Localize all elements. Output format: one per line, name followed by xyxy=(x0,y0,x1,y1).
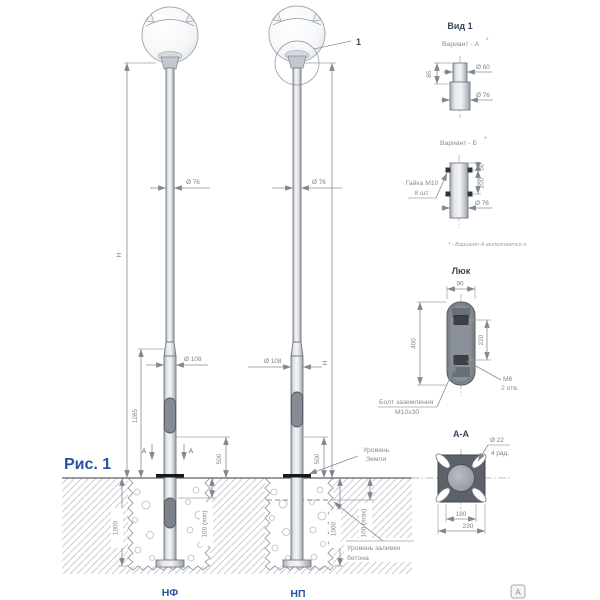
stud xyxy=(446,192,451,197)
section-marker-a-right: А xyxy=(188,448,194,455)
ground-bolt-label-line1: Болт заземления xyxy=(379,399,434,406)
ground-bolt-label-line2: М10х30 xyxy=(395,409,420,416)
watermark-letter: А xyxy=(515,588,521,597)
spigot-bottom-cylinder xyxy=(450,82,470,110)
stud xyxy=(446,168,451,173)
dim-label-180: 180 xyxy=(455,511,467,518)
dim-label-200: 200 xyxy=(478,177,486,189)
dim-label-230: 230 xyxy=(462,523,474,530)
section-aa-title: А-А xyxy=(453,429,469,439)
dim-label-d22: Ø 22 xyxy=(490,437,504,444)
m6-label-line2: 2 отв. xyxy=(501,385,519,392)
panel-hatch-detail xyxy=(378,266,519,416)
panel-section-aa xyxy=(411,429,512,534)
dim-label-d76-left: Ø 76 xyxy=(186,179,200,186)
hatch-title: Люк xyxy=(451,266,471,276)
buried-cable-hatch xyxy=(165,498,176,528)
dim-label-d108-left: Ø 108 xyxy=(184,356,202,363)
pole-lower-shaft xyxy=(291,356,303,560)
access-hatch-cover xyxy=(292,392,303,427)
variant-b-asterisk: * xyxy=(484,136,487,143)
hatch-bolt-boss-top xyxy=(454,316,468,325)
variant-a-asterisk: * xyxy=(486,37,489,44)
panel-view1 xyxy=(406,21,528,248)
dim-label-50: 50 xyxy=(478,163,486,171)
stud xyxy=(468,168,473,173)
callout-number: 1 xyxy=(356,37,362,47)
hatch-cover-shading xyxy=(452,367,470,377)
nut-label-line2: 8 шт. xyxy=(414,190,430,197)
pole-type-np-label: НП xyxy=(290,588,306,600)
figure-caption: Рис. 1 xyxy=(64,456,112,473)
concrete-level-label-1: Уровень заливки xyxy=(347,545,401,552)
dim-label-d76-variant-b: Ø 76 xyxy=(475,200,489,207)
dim-label-400: 400 xyxy=(410,338,418,349)
nut-label-line1: Гайка М10 xyxy=(405,180,439,187)
dim-label-100-max: 100 (max) xyxy=(360,508,368,538)
dim-label-h-left: Н xyxy=(116,252,123,258)
section-cut-bar xyxy=(156,474,184,478)
dim-label-90: 90 xyxy=(456,280,464,288)
dim-label-85: 85 xyxy=(426,70,433,78)
access-hatch-cover xyxy=(165,398,176,433)
pole-base-plate xyxy=(156,560,184,567)
dim-label-d108-right: Ø 108 xyxy=(264,358,282,365)
ground-level-label-1: Уровень xyxy=(363,447,390,454)
spigot-top-cylinder xyxy=(453,63,467,82)
pole-type-nf-label: НФ xyxy=(161,587,179,599)
stud-cylinder xyxy=(450,163,468,218)
lamp-collar xyxy=(288,56,306,68)
dim-label-500-left: 500 xyxy=(216,453,223,465)
pole-lower-shaft xyxy=(164,356,176,560)
pole-upper-shaft xyxy=(166,68,174,342)
dim-label-4rad: 4 рад. xyxy=(491,450,509,457)
ground-level-label-2: Земли xyxy=(366,456,387,463)
view1-title: Вид 1 xyxy=(447,21,473,31)
section-marker-a-left: А xyxy=(141,448,147,455)
dim-label-500-right: 500 xyxy=(314,453,321,465)
dim-label-100-min: 100 (min) xyxy=(201,510,209,538)
lamp-collar xyxy=(161,57,179,69)
dim-label-1285: 1285 xyxy=(132,408,139,424)
watermark-badge xyxy=(511,585,525,598)
concrete-level-label-2: бетона xyxy=(347,555,369,562)
hatch-bolt-boss-bottom xyxy=(454,356,468,365)
m6-label-line1: М6 xyxy=(503,376,513,383)
stud xyxy=(468,192,473,197)
dim-label-d60: Ø 60 xyxy=(476,64,490,71)
pole-taper xyxy=(164,342,176,356)
dim-label-d76-variant-a: Ø 76 xyxy=(476,92,490,99)
pole-tube-section xyxy=(448,465,475,492)
variant-a-label: Вариант - А xyxy=(442,41,480,48)
dim-label-1000-left: 1000 xyxy=(112,520,120,536)
variant-b-label: Вариант - Б xyxy=(440,140,478,147)
dim-label-h-right: Н xyxy=(322,360,329,366)
dim-label-1000-right: 1000 xyxy=(330,521,338,537)
variant-footnote: * - Вариант А выполняется п. xyxy=(448,242,528,248)
pole-upper-shaft xyxy=(293,68,301,342)
section-cut-bar xyxy=(283,474,311,478)
pole-base-plate xyxy=(283,560,311,567)
pole-taper xyxy=(291,342,303,356)
dim-label-d76-right: Ø 76 xyxy=(312,179,326,186)
dim-label-220: 220 xyxy=(478,334,485,346)
